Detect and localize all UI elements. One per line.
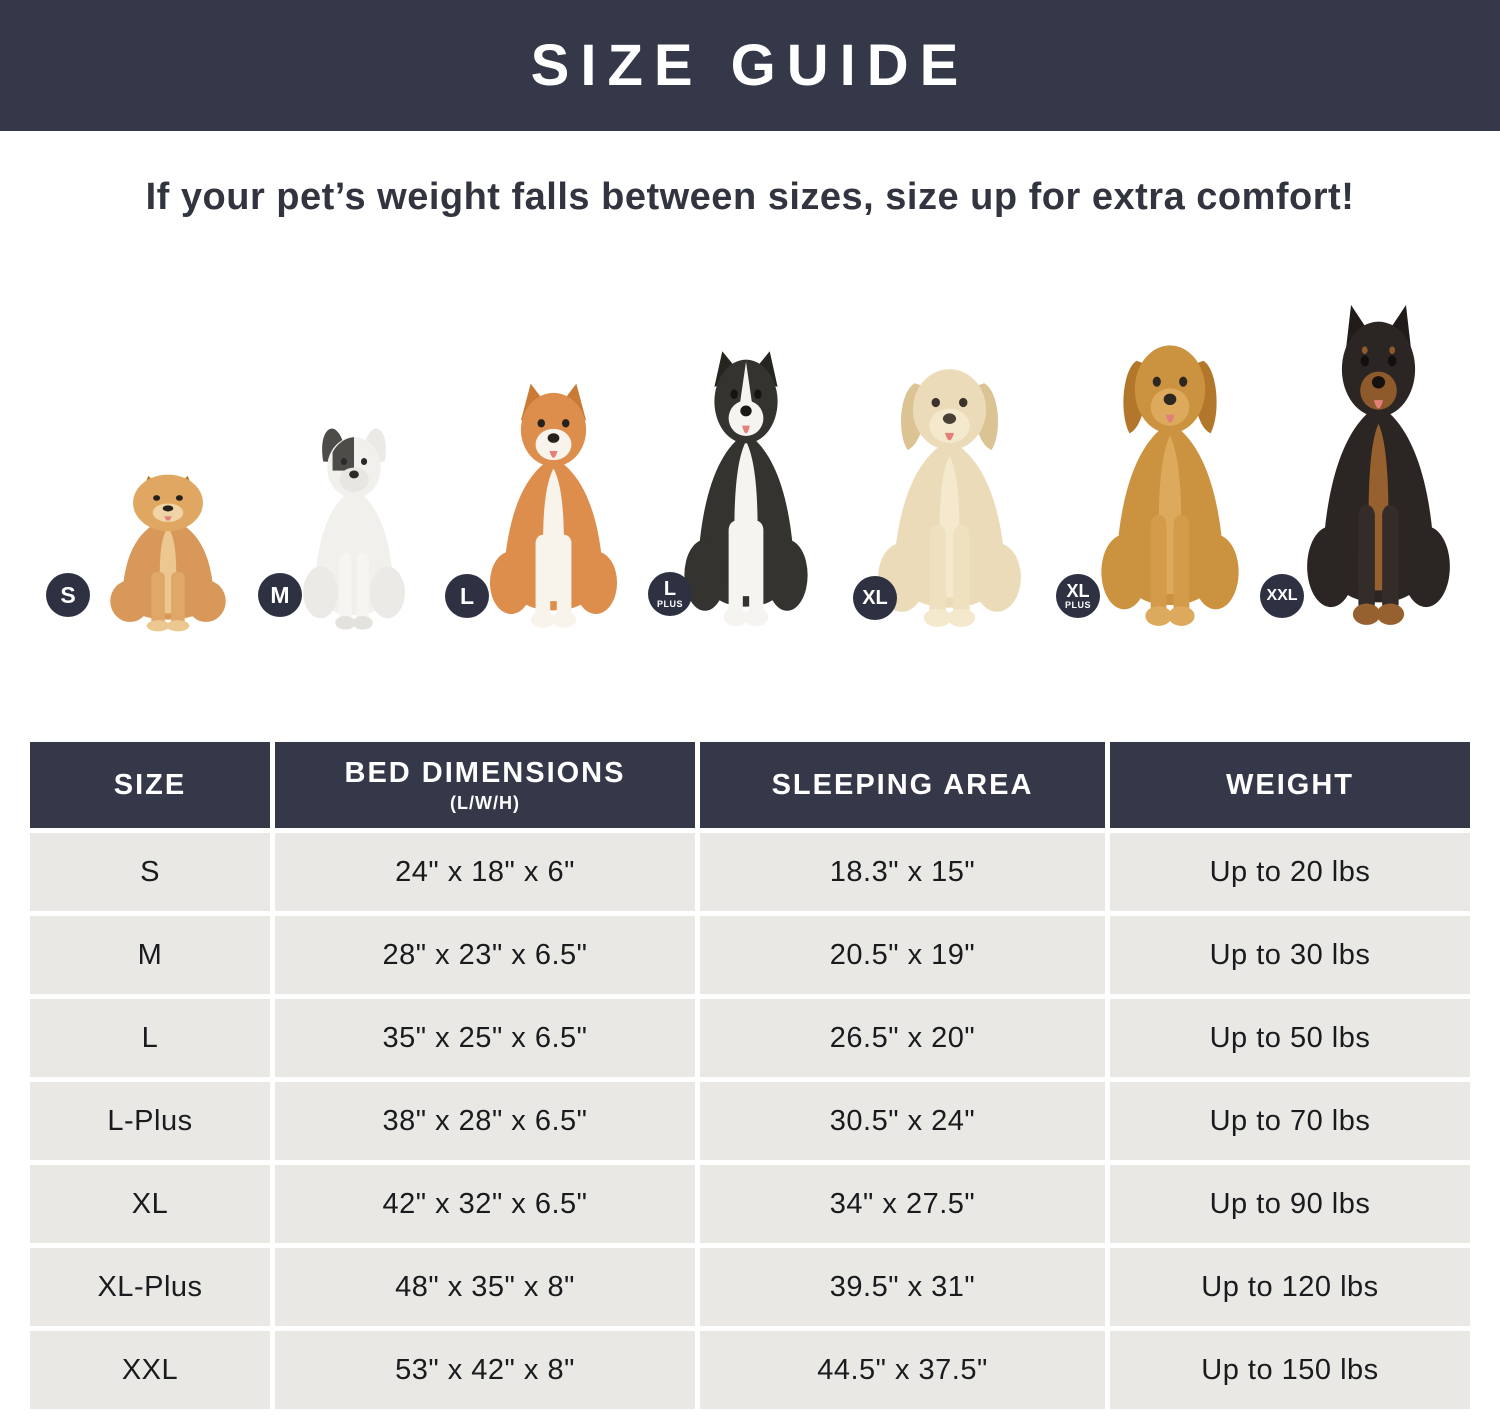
size-badge-l — [445, 574, 489, 618]
table-row-l-bed: 35" x 25" x 6.5" — [275, 999, 695, 1077]
size-badge-xl-label: XL — [862, 587, 888, 609]
table-row-m-size: M — [30, 916, 270, 994]
table-row-l-weight: Up to 50 lbs — [1110, 999, 1470, 1077]
table-row-xxl-bed: 53" x 42" x 8" — [275, 1331, 695, 1409]
size-badge-xl — [853, 576, 897, 620]
table-row-xxl-weight: Up to 150 lbs — [1110, 1331, 1470, 1409]
dog-photo-golden-retriever — [1082, 330, 1258, 638]
table-row-s-weight: Up to 20 lbs — [1110, 833, 1470, 911]
column-header-size — [30, 742, 270, 828]
table-row-m-bed: 28" x 23" x 6.5" — [275, 916, 695, 994]
table-row-xxl-size: XXL — [30, 1331, 270, 1409]
table-row-xl-plus-size: XL-Plus — [30, 1248, 270, 1326]
subtitle-text: If your pet’s weight falls between sizes, size up for extra comfort! — [145, 176, 1355, 218]
table-row-xl-plus-weight: Up to 120 lbs — [1110, 1248, 1470, 1326]
size-badge-l-plus-label: L — [663, 578, 677, 600]
dog-size-lineup — [0, 300, 1500, 642]
table-row-l-plus-weight: Up to 70 lbs — [1110, 1082, 1470, 1160]
size-badge-xl-plus — [1056, 574, 1100, 618]
column-header-sleeping-label: SLEEPING AREA — [771, 768, 1034, 801]
column-header-weight — [1110, 742, 1470, 828]
table-row-s-size: S — [30, 833, 270, 911]
size-badge-s-label: S — [60, 581, 76, 608]
table-row-xl-plus-sleep: 39.5" x 31" — [700, 1248, 1105, 1326]
size-badge-xl-plus-sublabel: PLUS — [1064, 600, 1091, 610]
table-row-xl-sleep: 34" x 27.5" — [700, 1165, 1105, 1243]
table-row-xl-size: XL — [30, 1165, 270, 1243]
size-badge-xxl-label: XXL — [1266, 587, 1298, 604]
table-row-l-size: L — [30, 999, 270, 1077]
column-header-bed-label: BED DIMENSIONS — [344, 756, 626, 789]
dog-photo-doberman — [1287, 305, 1470, 638]
table-row-xxl-sleep: 44.5" x 37.5" — [700, 1331, 1105, 1409]
dog-photo-shiba-inu — [472, 380, 635, 638]
size-table — [30, 742, 1470, 1409]
header-banner — [0, 0, 1500, 131]
table-row-l-plus-bed: 38" x 28" x 6.5" — [275, 1082, 695, 1160]
size-badge-s — [46, 573, 90, 617]
table-row-xl-weight: Up to 90 lbs — [1110, 1165, 1470, 1243]
table-row-l-plus-size: L-Plus — [30, 1082, 270, 1160]
table-row-xl-plus-bed: 48" x 35" x 8" — [275, 1248, 695, 1326]
table-row-s-sleep: 18.3" x 15" — [700, 833, 1105, 911]
table-row-l-plus-sleep: 30.5" x 24" — [700, 1082, 1105, 1160]
table-row-s-bed: 24" x 18" x 6" — [275, 833, 695, 911]
table-row-m-weight: Up to 30 lbs — [1110, 916, 1470, 994]
size-badge-xl-plus-label: XL — [1066, 581, 1090, 601]
column-header-bed-sublabel: (L/W/H) — [450, 792, 520, 813]
column-header-bed-dimensions — [275, 742, 695, 828]
size-badge-l-plus-sublabel: PLUS — [656, 599, 683, 609]
table-row-m-sleep: 20.5" x 19" — [700, 916, 1105, 994]
dog-photo-pomeranian — [92, 466, 244, 638]
table-row-l-sleep: 26.5" x 20" — [700, 999, 1105, 1077]
size-badge-l-plus — [648, 572, 692, 616]
size-badge-xxl — [1260, 574, 1304, 618]
table-row-xl-bed: 42" x 32" x 6.5" — [275, 1165, 695, 1243]
size-badge-m — [258, 573, 302, 617]
column-header-weight-label: WEIGHT — [1226, 768, 1354, 801]
column-header-size-label: SIZE — [113, 768, 187, 801]
column-header-sleeping-area — [700, 742, 1105, 828]
page-title: SIZE GUIDE — [530, 33, 970, 98]
dog-photo-french-bulldog — [287, 425, 421, 638]
size-badge-m-label: M — [270, 581, 290, 608]
size-badge-l-label: L — [459, 582, 475, 609]
